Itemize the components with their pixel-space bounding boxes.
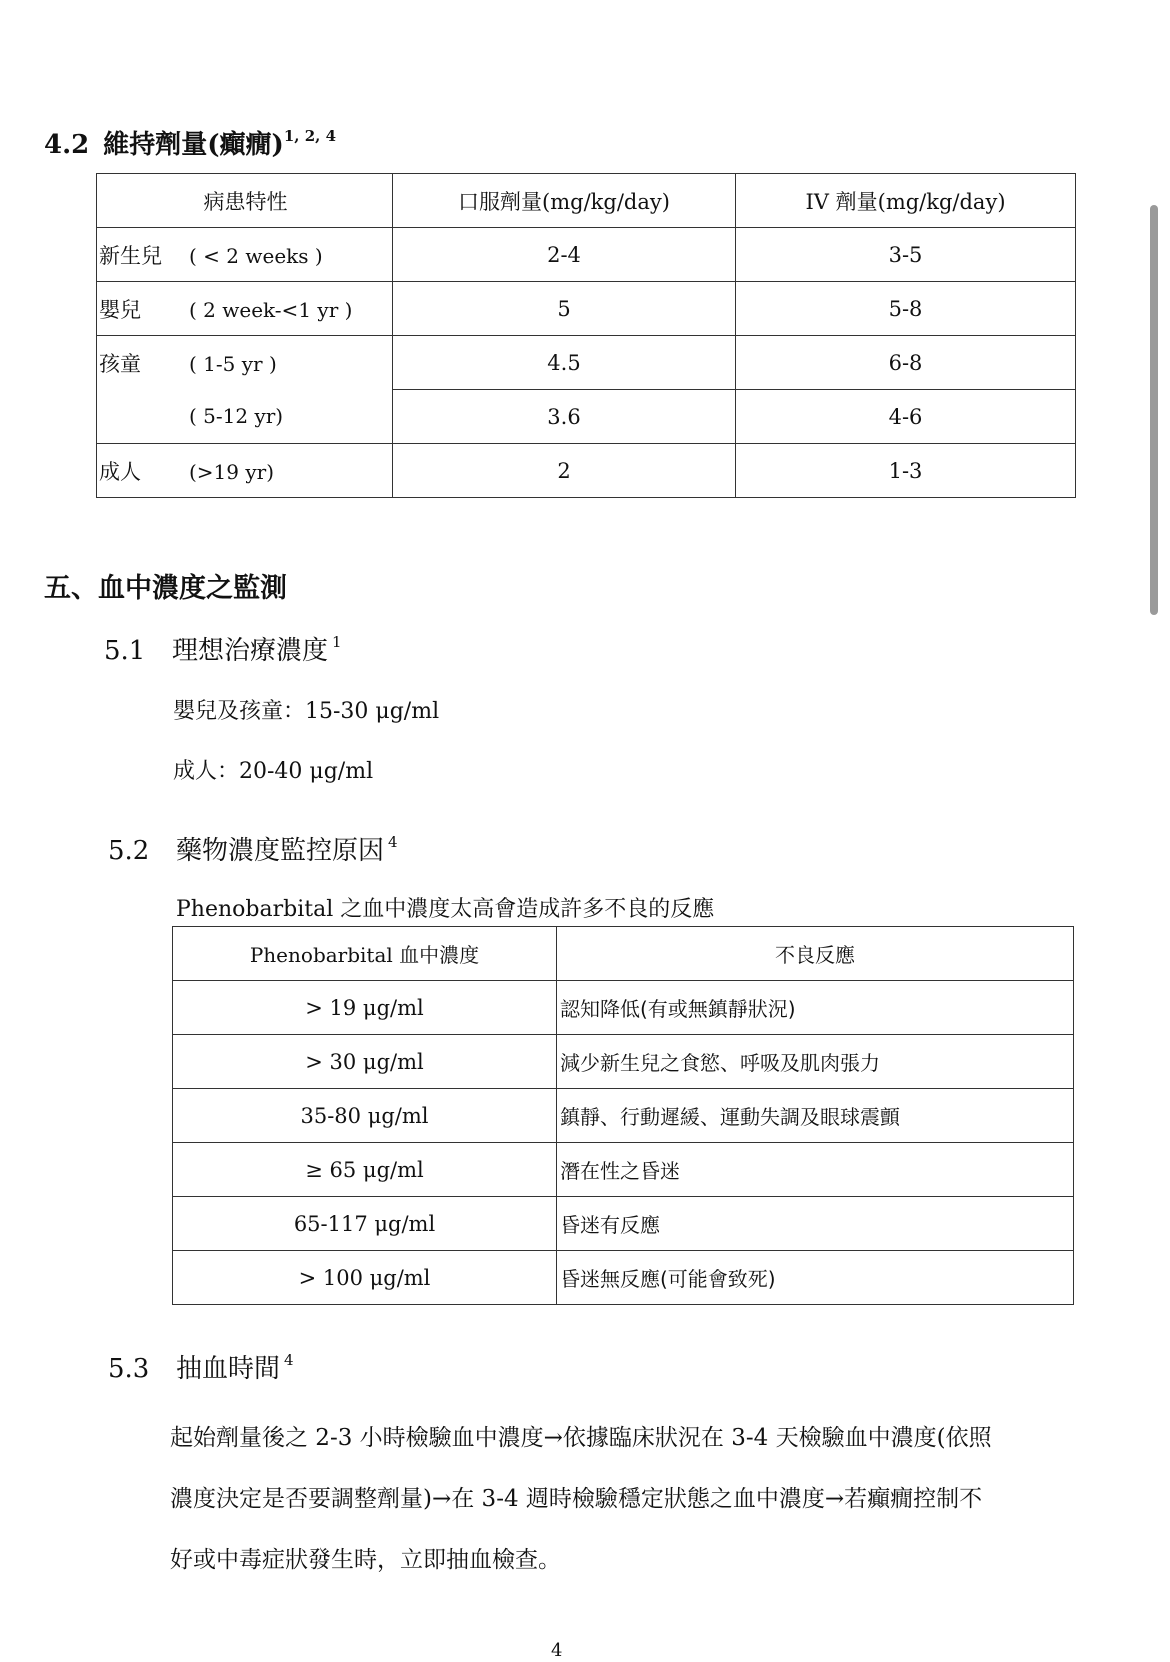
patient-cell: [97, 444, 393, 498]
section-5-heading: 五、血中濃度之監測: [44, 573, 287, 604]
table-row: [97, 282, 1076, 336]
table-row: [173, 1251, 1074, 1305]
reference-superscript: 4: [388, 833, 398, 851]
table-row: [173, 981, 1074, 1035]
table-row: [173, 1035, 1074, 1089]
paragraph-line: 起始劑量後之 2-3 小時檢驗血中濃度→依據臨床狀況在 3-4 天檢驗血中濃度(依照: [170, 1425, 992, 1451]
iv-cell: 5-8: [736, 282, 1076, 336]
level-cell: 65-117 μg/ml: [173, 1197, 557, 1251]
level-cell: 35-80 μg/ml: [173, 1089, 557, 1143]
level-cell: ≥ 65 μg/ml: [173, 1143, 557, 1197]
iv-cell: 1-3: [736, 444, 1076, 498]
patient-cell: [97, 336, 393, 390]
header-level: Phenobarbital 血中濃度: [173, 927, 557, 981]
scrollbar-thumb[interactable]: [1150, 205, 1158, 615]
table-row: [173, 1089, 1074, 1143]
table-row: [97, 444, 1076, 498]
oral-cell: 2: [393, 444, 736, 498]
reference-superscript: 1, 2, 4: [283, 127, 337, 145]
age-label: (>19 yr): [189, 459, 275, 484]
level-cell: > 30 μg/ml: [173, 1035, 557, 1089]
intro-text: Phenobarbital 之血中濃度太高會造成許多不良的反應: [176, 897, 715, 922]
age-label: ( 2 week-<1 yr ): [189, 297, 353, 322]
maintenance-dose-table: [96, 173, 1076, 498]
patient-cell: [97, 282, 393, 336]
table-row: [97, 390, 1076, 444]
oral-cell: 4.5: [393, 336, 736, 390]
reference-superscript: 1: [332, 633, 342, 651]
level-cell: > 100 μg/ml: [173, 1251, 557, 1305]
patient-cell: [97, 390, 393, 444]
paragraph-line: 濃度決定是否要調整劑量)→在 3-4 週時檢驗穩定狀態之血中濃度→若癲癇控制不: [170, 1486, 983, 1512]
group-label: 嬰兒: [99, 297, 141, 322]
section-number: 5.1: [104, 636, 146, 666]
page-number: 4: [551, 1640, 563, 1661]
group-label: 孩童: [99, 351, 141, 376]
oral-cell: 2-4: [393, 228, 736, 282]
effect-cell: 減少新生兒之食慾、呼吸及肌肉張力: [557, 1035, 1074, 1089]
table-header-row: [97, 174, 1076, 228]
group-label: 新生兒: [99, 243, 162, 268]
iv-cell: 6-8: [736, 336, 1076, 390]
header-oral-dose: 口服劑量(mg/kg/day): [393, 174, 736, 228]
table-row: [173, 1197, 1074, 1251]
section-title: 抽血時間: [176, 1354, 281, 1384]
oral-cell: 3.6: [393, 390, 736, 444]
reference-superscript: 4: [284, 1351, 294, 1369]
effect-cell: 認知降低(有或無鎮靜狀況): [557, 981, 1074, 1035]
table-row: [97, 228, 1076, 282]
section-5-3-heading: [108, 1348, 294, 1385]
age-label: ( < 2 weeks ): [189, 243, 323, 268]
effect-cell: 潛在性之昏迷: [557, 1143, 1074, 1197]
section-title: 維持劑量(癲癇): [103, 130, 284, 160]
section-number: 4.2: [44, 130, 90, 160]
age-label: ( 5-12 yr): [189, 404, 284, 429]
effect-cell: 昏迷無反應(可能會致死): [557, 1251, 1074, 1305]
level-cell: > 19 μg/ml: [173, 981, 557, 1035]
paragraph-line: 好或中毒症狀發生時，立即抽血檢查。: [170, 1547, 561, 1573]
table-row: [173, 1143, 1074, 1197]
age-label: ( 1-5 yr ): [189, 351, 277, 376]
section-4-2-heading: [44, 124, 336, 161]
patient-cell: [97, 228, 393, 282]
section-number: 5.2: [108, 836, 150, 866]
oral-cell: 5: [393, 282, 736, 336]
header-patient: 病患特性: [97, 174, 393, 228]
adverse-effects-table: [172, 926, 1074, 1305]
section-5-1-heading: [104, 630, 342, 667]
iv-cell: 3-5: [736, 228, 1076, 282]
section-5-2-heading: [108, 830, 398, 867]
infant-child-range: 嬰兒及孩童：15-30 μg/ml: [173, 699, 440, 724]
blood-draw-paragraph: [170, 1408, 1090, 1591]
iv-cell: 4-6: [736, 390, 1076, 444]
adult-range: 成人：20-40 μg/ml: [173, 759, 374, 784]
header-effect: 不良反應: [557, 927, 1074, 981]
section-title: 理想治療濃度: [172, 636, 329, 666]
table-header-row: [173, 927, 1074, 981]
header-iv-dose: IV 劑量(mg/kg/day): [736, 174, 1076, 228]
effect-cell: 鎮靜、行動遲緩、運動失調及眼球震顫: [557, 1089, 1074, 1143]
effect-cell: 昏迷有反應: [557, 1197, 1074, 1251]
table-row: [97, 336, 1076, 390]
group-label: 成人: [99, 459, 141, 484]
section-title: 藥物濃度監控原因: [176, 836, 385, 866]
section-number: 5.3: [108, 1354, 150, 1384]
